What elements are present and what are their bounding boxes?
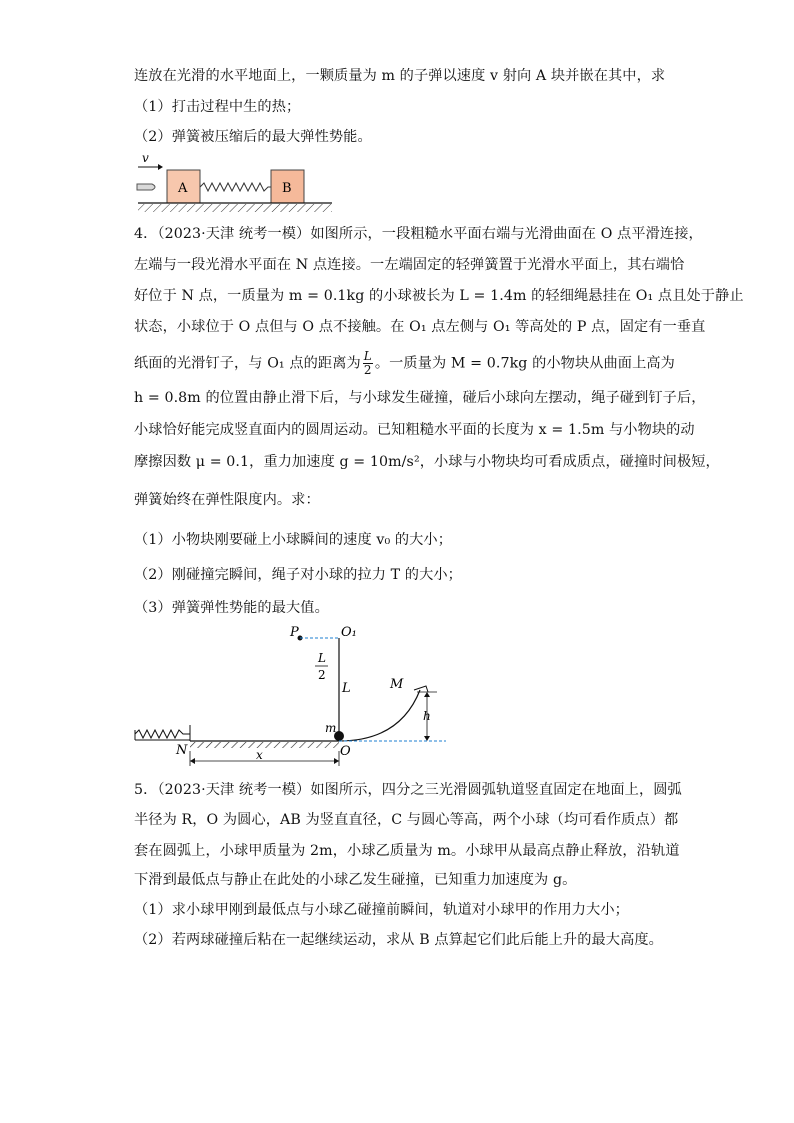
p5-line-3: 套在圆弧上，小球甲质量为 2m，小球乙质量为 m。小球甲从最高点静止释放，沿轨道 <box>134 843 680 859</box>
rough-surface <box>190 742 339 748</box>
block-m <box>414 686 428 692</box>
p4-line-9: 弹簧始终在弹性限度内。求： <box>134 492 320 508</box>
svg-text:L: L <box>342 681 351 696</box>
svg-text:O: O <box>340 744 351 759</box>
spring-icon <box>200 183 271 191</box>
svg-text:m: m <box>325 721 337 735</box>
svg-text:L: L <box>318 651 326 665</box>
p3-figure-blocks-spring <box>130 150 340 216</box>
fraction-l-over-2: $\frac{L}{2}$ <box>363 349 372 377</box>
p5-question-1: （1）求小球甲刚到最低点与小球乙碰撞前瞬间，轨道对小球甲的作用力大小； <box>134 902 629 918</box>
svg-text:N: N <box>176 743 188 758</box>
p5-line-1: 5．（2023·天津 统考一模）如图所示，四分之三光滑圆弧轨道竖直固定在地面上，圆弧 <box>134 782 682 798</box>
p4-line-4: 状态，小球位于 O 点但与 O 点不接触。在 O₁ 点左侧与 O₁ 等高处的 P 点，固定有一垂直 <box>134 319 706 335</box>
svg-text:B: B <box>282 181 292 196</box>
svg-text:x: x <box>256 748 263 762</box>
p4-figure-pendulum-track <box>130 620 460 770</box>
p4-line-7: 小球恰好能完成竖直面内的圆周运动。已知粗糙水平面的长度为 x = 1.5m 与小物块的动 <box>134 422 695 438</box>
p5-line-2: 半径为 R，O 为圆心，AB 为竖直直径，C 与圆心等高，两个小球（均可看作质点）都 <box>134 812 679 828</box>
p5-line-4: 下滑到最低点与静止在此处的小球乙发生碰撞，已知重力加速度为 g。 <box>134 872 577 888</box>
p4-line-5: 纸面的光滑钉子，与 O₁ 点的距离为 $\frac{L}{2}$ 。一质量为 M = 0.7kg 的小物块从曲面上高为 <box>134 349 675 377</box>
p4-line-6: h = 0.8m 的位置由静止滑下后，与小球发生碰撞，碰后小球向左摆动，绳子碰到钉子后， <box>134 390 706 406</box>
velocity-label: v <box>142 151 149 165</box>
curved-surface <box>339 690 420 741</box>
p3-intro: 连放在光滑的水平地面上，一颗质量为 m 的子弹以速度 v 射向 A 块并嵌在其中，求 <box>134 68 666 84</box>
svg-text:P: P <box>290 625 299 640</box>
svg-text:M: M <box>390 677 404 692</box>
spring-icon <box>135 730 190 738</box>
p4-question-3: （3）弹簧弹性势能的最大值。 <box>134 600 329 616</box>
p4-line-2: 左端与一段光滑水平面在 N 点连接。一左端固定的轻弹簧置于光滑水平面上，其右端恰 <box>134 257 685 273</box>
p4-question-1: （1）小物块刚要碰上小球瞬间的速度 v₀ 的大小； <box>134 532 452 548</box>
svg-text:2: 2 <box>318 668 326 682</box>
p3-question-2: （2）弹簧被压缩后的最大弹性势能。 <box>134 129 372 145</box>
svg-text:O₁: O₁ <box>341 625 357 640</box>
p4-line-3: 好位于 N 点，一质量为 m = 0.1kg 的小球被长为 L = 1.4m 的轻细绳悬挂在 O₁ 点且处于静止 <box>134 288 744 304</box>
svg-text:h: h <box>423 709 431 723</box>
p4-line-8: 摩擦因数 μ = 0.1，重力加速度 g = 10m/s²，小球与小物块均可看成质点，碰撞时间极短， <box>134 454 720 470</box>
p4-line-1: 4．（2023·天津 统考一模）如图所示，一段粗糙水平面右端与光滑曲面在 O 点平滑连接， <box>134 226 703 242</box>
bullet-icon <box>137 184 155 190</box>
p5-question-2: （2）若两球碰撞后粘在一起继续运动，求从 B 点算起它们此后能上升的最大高度。 <box>134 932 663 948</box>
svg-text:A: A <box>178 181 188 196</box>
p3-question-1: （1）打击过程中生的热； <box>134 99 301 115</box>
p4-question-2: （2）刚碰撞完瞬间，绳子对小球的拉力 T 的大小； <box>134 567 462 583</box>
